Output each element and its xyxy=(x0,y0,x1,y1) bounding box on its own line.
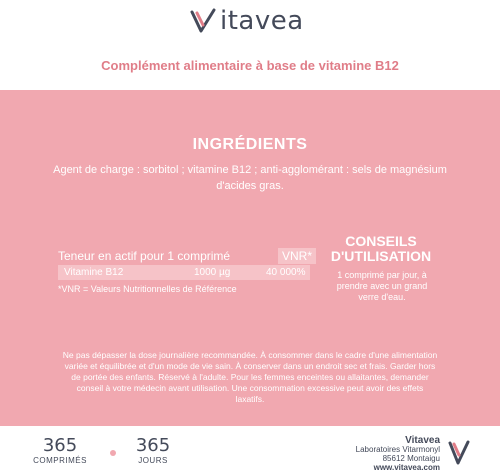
stat-tablets-label: COMPRIMÉS xyxy=(33,456,87,465)
nutrient-vnr: 40 000% xyxy=(266,267,306,278)
stat-days-label: JOURS xyxy=(138,456,168,465)
conseils-title-line2: D'UTILISATION xyxy=(330,248,432,264)
stat-tablets xyxy=(30,436,90,465)
vnr-header: VNR* xyxy=(278,248,316,264)
brand-logo xyxy=(188,6,304,36)
footer xyxy=(0,426,500,476)
brand-name: itavea xyxy=(220,6,304,36)
nutrient-amount: 1000 µg xyxy=(194,267,231,278)
footer-v-icon xyxy=(448,440,470,466)
ingredients-title: INGRÉDIENTS xyxy=(192,136,308,153)
company-url: www.vitavea.com xyxy=(373,463,440,472)
separator-dot xyxy=(110,450,116,456)
brand-v-icon xyxy=(188,8,218,34)
vnr-footnote: *VNR = Valeurs Nutritionnelles de Référence xyxy=(58,284,237,294)
product-subtitle: Complément alimentaire à base de vitamine B12 xyxy=(101,58,399,73)
company-info xyxy=(356,436,440,472)
company-city: 85612 Montaigu xyxy=(382,454,440,463)
nutrient-name: Vitamine B12 xyxy=(64,267,124,278)
conseils-text: 1 comprimé par jour, à prendre avec un grand verre d'eau. xyxy=(336,270,428,302)
conseils-title-line1: CONSEILS xyxy=(345,233,417,249)
company-name: Vitavea xyxy=(405,435,440,446)
ingredients-text: Agent de charge : sorbitol ; vitamine B12 ; anti-agglomérant : sels de magnésium d'acides gras. xyxy=(53,164,447,192)
stat-days xyxy=(128,436,178,465)
conseils-title xyxy=(326,234,436,264)
info-panel xyxy=(0,90,500,426)
active-content-title: Teneur en actif pour 1 comprimé xyxy=(58,249,231,263)
header xyxy=(0,0,500,90)
nutrient-row xyxy=(58,265,310,280)
stat-tablets-number: 365 xyxy=(42,435,78,456)
company-lab: Laboratoires Vitarmonyl xyxy=(355,445,440,454)
stat-days-number: 365 xyxy=(135,435,171,456)
warning-text: Ne pas dépasser la dose journalière recommandée. À consommer dans le cadre d'une alimentation variée et équilibrée et d'un mode de vie sain. À conserver dans un endroit sec et frais. Garder hors de portée des enfants. Réservé à l'adulte. Pour les femmes enceintes ou allaitantes, demander conseil à votre médecin avant utilisation. Une consommation excessive peut avoir des effets laxatifs. xyxy=(62,350,438,404)
